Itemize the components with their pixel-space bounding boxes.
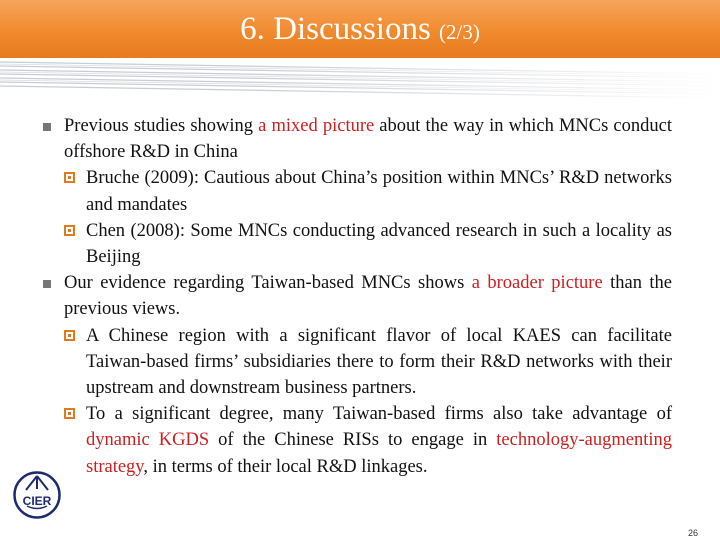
bullet-previous-studies	[40, 113, 672, 165]
hollow-square-bullet-icon	[64, 225, 75, 236]
sub-item-chen	[40, 218, 672, 270]
square-bullet-icon	[43, 280, 51, 288]
title-main: 6. Discussions	[240, 11, 431, 47]
b1-text-start: Previous studies showing	[64, 116, 259, 136]
s1-text: Bruche (2009): Cautious about China’s position within MNCs’ R&D networks and mandates	[86, 168, 672, 215]
logo-label: CIER	[22, 494, 52, 508]
title-suffix: (2/3)	[439, 20, 480, 44]
hollow-square-bullet-icon	[64, 408, 75, 419]
hollow-square-bullet-icon	[64, 172, 75, 183]
page-number: 26	[688, 528, 699, 538]
b2-text-start: Our evidence regarding Taiwan-based MNCs shows	[64, 273, 472, 294]
s4-text-start: To a significant degree, many Taiwan-based firms also take advantage of	[86, 404, 672, 425]
b2-text-end: than the previous views.	[64, 273, 672, 320]
s4-highlight-strategy: technology-augmenting strategy	[86, 430, 672, 477]
sub-item-significant-degree	[40, 401, 672, 480]
sub-item-bruche	[40, 165, 672, 217]
s3-text: A Chinese region with a significant flavor of local KAES can facilitate Taiwan-based firms’ subsidiaries there to form their R&D networks with their upstream and downstream business partners.	[86, 325, 672, 399]
decorative-stripe-band	[0, 58, 720, 100]
s4-highlight-kgds: dynamic KGDS	[86, 430, 210, 451]
b1-highlight: a mixed picture	[258, 116, 375, 136]
hollow-square-bullet-icon	[64, 330, 75, 341]
title-bar	[0, 0, 720, 58]
s2-text: Chen (2008): Some MNCs conducting advanced research in such a locality as Beijing	[86, 220, 672, 268]
slide-title	[0, 8, 720, 53]
slide-body	[40, 113, 672, 480]
square-bullet-icon	[43, 123, 51, 131]
bullet-our-evidence	[40, 270, 672, 322]
s4-text-end: , in terms of their local R&D linkages.	[143, 456, 428, 477]
s4-text-mid: of the Chinese RISs to engage in	[209, 430, 497, 451]
sub-item-chinese-region	[40, 323, 672, 402]
b2-highlight: a broader picture	[471, 273, 603, 294]
b1-text-end: about the way in which MNCs conduct offshore R&D in China	[64, 116, 672, 163]
